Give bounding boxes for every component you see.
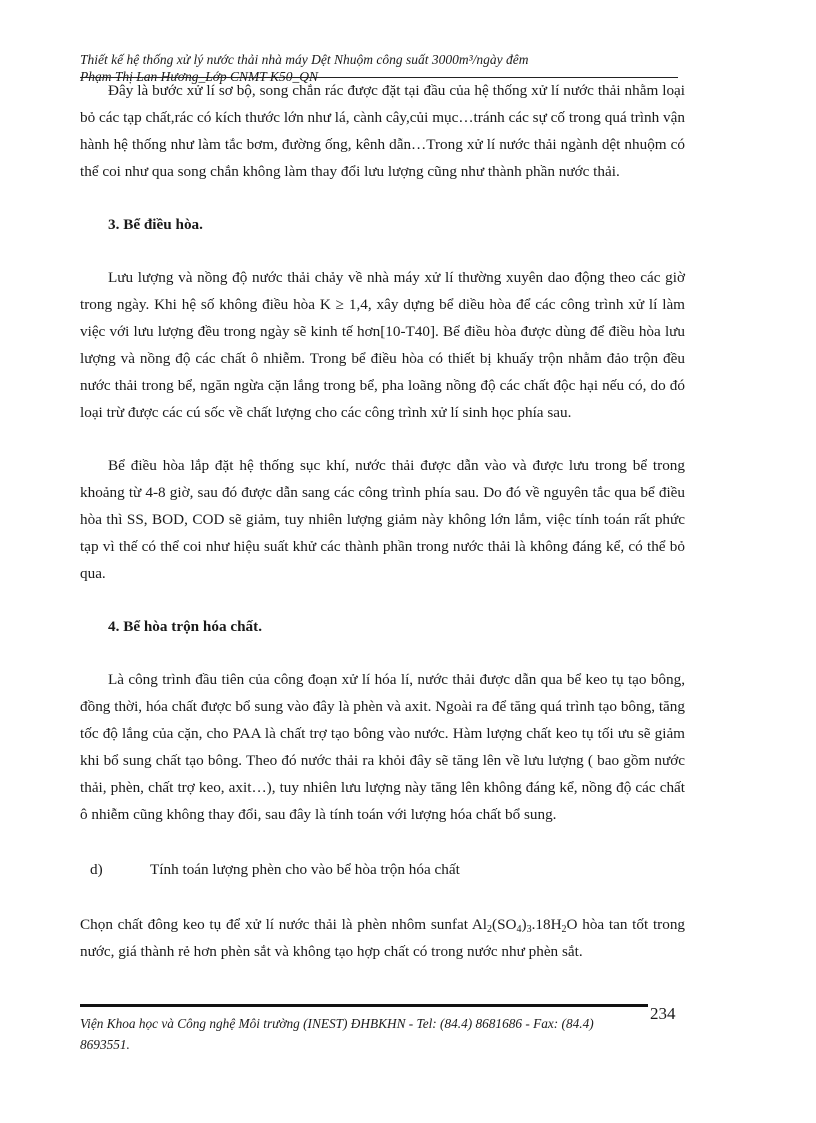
paragraph-equalization-aeration: Bể điều hòa lắp đặt hệ thống sục khí, nước thải được dẫn vào và được lưu trong bể trong khoảng từ 4-8 giờ, sau đó được dẫn sang các công trình phía sau. Do đó về nguyên tắc qua bể điều hòa thì SS, BOD, COD sẽ giảm, tuy nhiên lượng giảm này không lớn lắm, việc tính toán rất phức tạp vì thế có thể coi như hiệu suất khử các thành phần trong nước thải là không đáng kể, có thể bỏ qua. [80, 457, 685, 582]
paragraph-chemical-mixing: Là công trình đầu tiên của công đoạn xử lí hóa lí, nước thải được dẫn qua bể keo tụ tạo bông, đồng thời, hóa chất được bổ sung vào đây là phèn và axit. Ngoài ra để tăng quá trình tạo bông, tăng tốc độ lắng của cặn, cho PAA là chất trợ tạo bông vào nước. Hàm lượng chất keo tụ tối ưu sẽ giảm khi bổ sung chất tạo bông. Theo đó nước thải ra khỏi đây sẽ tăng lên về lưu lượng ( bao gồm nước thải, phèn, chất trợ keo, axit…), tuy nhiên lưu lượng này tăng lên không đáng kể, nồng độ các chất ô nhiễm cũng không thay đổi, sau đây là tính toán với lượng hóa chất bổ sung. [80, 671, 685, 823]
header-author: Phạm Thị Lan Hương_Lớp CNMT K50_QN [80, 69, 318, 84]
document-body [80, 77, 685, 965]
page-number: 234 [650, 1004, 676, 1023]
page-footer: Viện Khoa học và Công nghệ Môi trường (INEST) ĐHBKHN - Tel: (84.4) 8681686 - Fax: (84.4) 8693551. [80, 1016, 594, 1052]
section-heading-equalization-tank: 3. Bể điều hòa. [108, 216, 203, 233]
section-heading-chemical-mixing-tank: 4. Bể hòa trộn hóa chất. [108, 618, 262, 635]
list-item-text: Tính toán lượng phèn cho vào bể hòa trộn hóa chất [150, 861, 460, 878]
list-item-alum-calculation [80, 856, 685, 883]
paragraph-alum-choice: Chọn chất đông keo tụ để xử lí nước thải là phèn nhôm sunfat $Al_2(SO_4)_3.18H_2O$ hòa tan tốt trong nước, giá thành rẻ hơn phèn sắt và không tạo hợp chất có trong nước như phèn sắt. [80, 916, 686, 960]
paragraph-equalization-purpose: Lưu lượng và nồng độ nước thải chảy về nhà máy xử lí thường xuyên dao động theo các giờ trong ngày. Khi hệ số không điều hòa K ≥ 1,4, xây dựng bể diều hòa để các công trình xử lí làm việc với lưu lượng đều trong ngày sẽ kinh tế hơn[10-T40]. Bể điều hòa được dùng để điều hòa lưu lượng và nồng độ các chất ô nhiễm. Trong bể điều hòa có thiết bị khuấy trộn nhằm đảo trộn đều nước thải trong bể, ngăn ngừa cặn lắng trong bể, pha loãng nồng độ các chất độc hại nếu có, do đó loại trừ được các cú sốc về chất lượng cho các công trình xử lí sinh học phía sau. [80, 269, 685, 421]
list-item-label: d) [90, 861, 103, 878]
footer-divider [80, 1004, 648, 1007]
header-title: Thiết kế hệ thống xử lý nước thải nhà máy Dệt Nhuộm công suất 3000m³/ngày đêm [80, 52, 529, 67]
paragraph-screen: Đây là bước xử lí sơ bộ, song chắn rác được đặt tại đầu của hệ thống xử lí nước thải nhằm loại bỏ các tạp chất,rác có kích thước lớn như lá, cành cây,củi mục…tránh các sự cố trong quá trình vận hành hệ thống như làm tắc bơm, đường ống, kênh dẫn…Trong xử lí nước thải ngành dệt nhuộm có thể coi như qua song chắn không làm thay đổi lưu lượng cũng như thành phần nước thải. [80, 82, 685, 180]
